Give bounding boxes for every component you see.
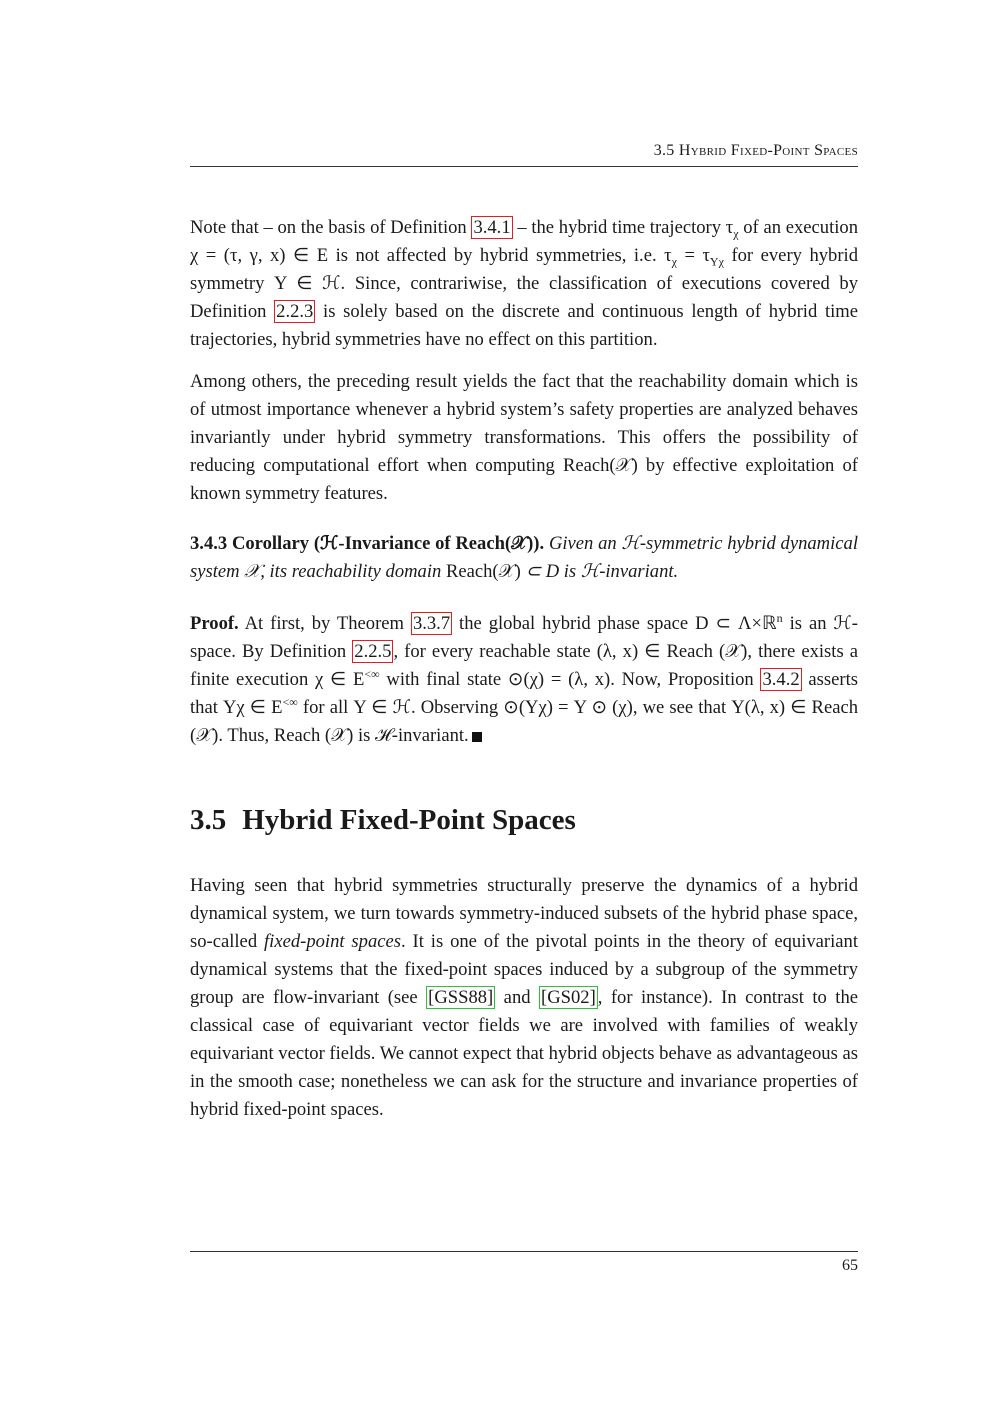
paragraph-fixed-point-spaces: Having seen that hybrid symmetries structurally preserve the dynamics of a hybrid dynamical system, we turn towards symmetry-induced subsets of the hybrid phase space, so-called fixed-point spaces. It is one of the pivotal points in the theory of equivariant dynamical systems that the fixed-point spaces induced by a subgroup of the symmetry group are flow-invariant (see [GSS88] and [GS02] , for instance). In contrast to the classical case of equivariant vector fields we are involved with families of weakly equivariant vector fields. We cannot expect that hybrid objects behave as advantageous as in the smooth case; nonetheless we can ask for the structure and invariance properties of hybrid fixed-point spaces. [190,875,858,1120]
section-heading [190,802,858,838]
header-section-title: Hybrid Fixed-Point Spaces [678,142,858,159]
paragraph-symmetry-trajectory: Note that – on the basis of Definition 3.4.1 – the hybrid time trajectory $\tau_\chi$ of an execution χ = (τ, γ, x) ∈ E is not affected by hybrid symmetries, i.e. $\tau_\chi = \tau_{\Upsilon\chi}$ for every hybrid symmetry Υ ∈ ℋ. Since, contrariwise, the classification of executions covered by Definition 2.2.3 is solely based on the discrete and continuous length of hybrid time trajectories, hybrid symmetries have no effect on this partition. [190,217,859,350]
qed-square-icon [472,732,482,742]
proof-block: Proof. At first, by Theorem 3.3.7 the global hybrid phase space D ⊂ Λ×ℝ$^n$ is an ℋ-space. By Definition 2.2.5 , for every reachable state (λ, x) ∈ Reach (𝒳), there exists a finite execution χ ∈ E<∞ with final state ⊙(χ) = (λ, x). Now, Proposition 3.4.2 asserts that Υχ ∈ E<∞ for all Υ ∈ ℋ. Observing ⊙(Υχ) = Υ ⊙ (χ), we see that Υ(λ, x) ∈ Reach (𝒳). Thus, Reach (𝒳) is ℋ-invariant. [190,610,859,746]
section-title: Hybrid Fixed-Point Spaces [242,804,576,836]
citation-gs02[interactable]: [GS02] [540,987,596,1008]
page-number: 65 [842,1257,858,1274]
header-section-number: 3.5 [653,142,675,159]
section-number: 3.5 [190,804,227,836]
corollary-3-4-3: 3.4.3 Corollary (ℋ-Invariance of Reach(𝒳)). Given an ℋ-symmetric hybrid dynamical system 𝒳, its reachability domain Reach(𝒳) ⊂ D is ℋ-invariant. [190,533,858,582]
citation-gss88[interactable]: [GSS88] [428,987,494,1008]
ref-definition-3-4-1[interactable]: 3.4.1 [473,217,511,238]
ref-definition-2-2-3[interactable]: 2.2.3 [276,301,314,322]
corollary-heading: 3.4.3 Corollary (ℋ-Invariance of Reach(𝒳)). [190,533,545,554]
footer-rule [190,1251,858,1252]
term-fixed-point-spaces: fixed-point spaces [264,931,402,952]
ref-theorem-3-3-7[interactable]: 3.3.7 [412,613,451,634]
ref-proposition-3-4-2[interactable]: 3.4.2 [762,669,800,690]
running-header [190,142,858,167]
ref-definition-2-2-5[interactable]: 2.2.5 [354,641,392,662]
body-text [190,214,858,1124]
proof-label: Proof. [190,613,239,634]
document-page [190,0,858,1414]
paragraph-reachability: Among others, the preceding result yields the fact that the reachability domain which is of utmost importance whenever a hybrid system’s safety properties are analyzed behaves invariantly under hybrid symmetry transformations. This offers the possibility of reducing computational effort when computing Reach(𝒳) by effective exploitation of known symmetry features. [190,371,858,504]
